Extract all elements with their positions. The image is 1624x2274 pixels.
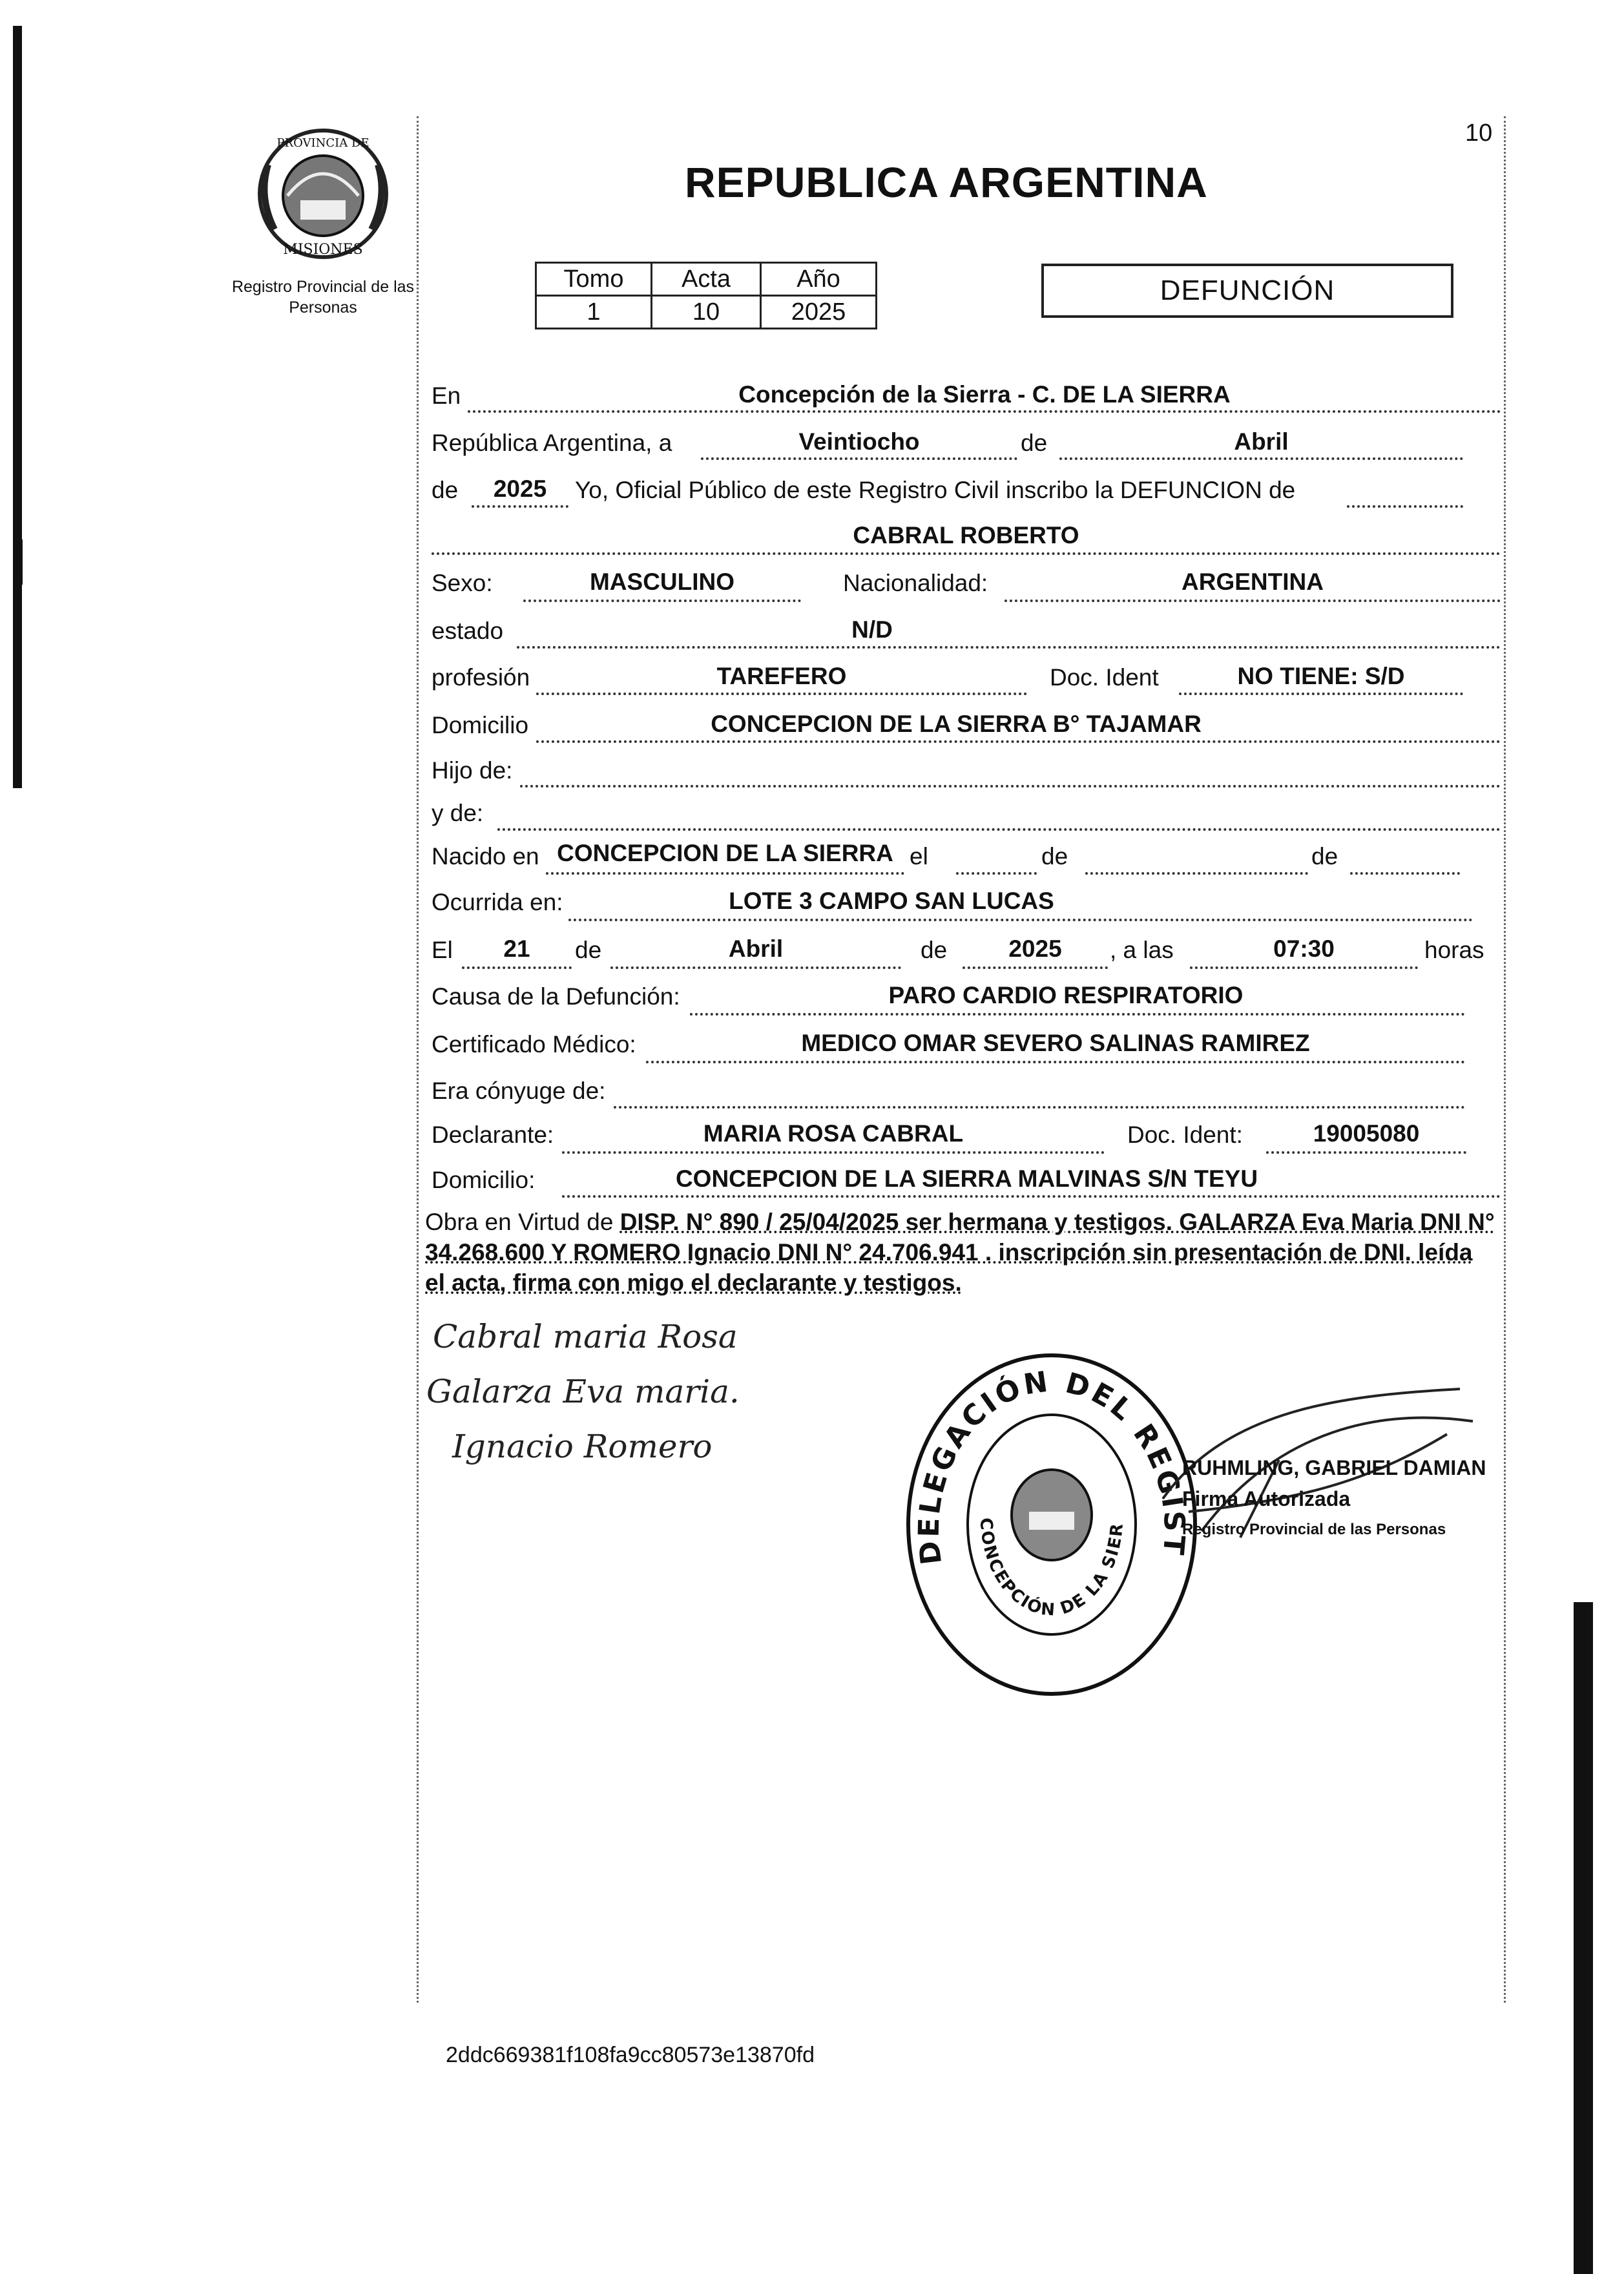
label-el: El [432, 937, 453, 963]
label-yo: Yo, Oficial Público de este Registro Civil inscribo la DEFUNCION de [575, 477, 1296, 503]
firma-role: Firma Autorizada [1182, 1487, 1351, 1510]
obra-paragraph [425, 1207, 1497, 1298]
obra-prefix: Obra en Virtud de [425, 1209, 614, 1235]
label-domicilio-2: Domicilio: [432, 1167, 536, 1193]
line-lugar [468, 410, 1501, 413]
label-nacionalidad: Nacionalidad: [843, 570, 988, 596]
book-header-tomo: Tomo [536, 263, 652, 296]
label-declarante: Declarante: [432, 1121, 554, 1148]
label-domicilio: Domicilio [432, 712, 529, 738]
line-yo [1347, 505, 1463, 508]
label-doc-ident: Doc. Ident [1050, 664, 1159, 691]
value-domicilio-2: CONCEPCION DE LA SIERRA MALVINAS S/N TEYU [675, 1165, 1258, 1192]
line-mes-def [610, 966, 901, 969]
value-ocurrida: LOTE 3 CAMPO SAN LUCAS [729, 888, 1054, 914]
value-doc: NO TIENE: S/D [1237, 663, 1405, 689]
label-ocurrida: Ocurrida en: [432, 889, 563, 915]
label-estado: estado [432, 618, 504, 644]
province-seal [255, 126, 391, 262]
stamp-outer-text: DELEGACIÓN DEL REGIST [912, 1364, 1191, 1567]
line-y-de [497, 828, 1501, 831]
line-anio-def [963, 966, 1108, 969]
label-causa: Causa de la Defunción: [432, 983, 680, 1010]
line-nombre [432, 552, 1501, 555]
label-el-de-2: de [921, 937, 948, 963]
signature-declarante: Cabral maria Rosa [433, 1318, 738, 1355]
value-anio: 2025 [493, 475, 547, 502]
book-value-acta: 10 [652, 296, 761, 329]
seal-bottom-text: MISIONES [283, 242, 363, 258]
value-nacionalidad: ARGENTINA [1182, 568, 1324, 595]
line-profesion [536, 693, 1027, 695]
line-dia-letras [701, 457, 1017, 460]
line-causa [690, 1013, 1465, 1016]
issuer-name: Registro Provincial de las Personas [231, 278, 415, 317]
value-mes-def: Abril [728, 935, 784, 962]
label-nacido-de-1: de [1041, 843, 1068, 870]
label-el-de-1: de [575, 937, 602, 963]
line-anio [472, 505, 568, 508]
line-hora [1190, 966, 1418, 969]
scan-edge-right [1574, 1602, 1593, 2274]
margin-line-right [1504, 116, 1506, 2003]
page-title: REPUBLICA ARGENTINA [685, 158, 1208, 206]
scan-edge-left [13, 26, 22, 788]
value-nacido-en: CONCEPCION DE LA SIERRA [557, 840, 893, 866]
line-certificado [646, 1061, 1465, 1063]
value-hora: 07:30 [1273, 935, 1335, 962]
line-ocurrida [568, 919, 1473, 921]
value-estado: N/D [851, 616, 893, 643]
firma-name: RUHMLING, GABRIEL DAMIAN [1182, 1456, 1486, 1479]
value-domicilio: CONCEPCION DE LA SIERRA B° TAJAMAR [711, 711, 1202, 737]
label-nacido-en: Nacido en [432, 843, 539, 870]
line-domicilio-2 [562, 1195, 1501, 1198]
book-header-anio: Año [761, 263, 877, 296]
signature-testigo-2: Ignacio Romero [452, 1428, 713, 1465]
margin-line-left [417, 116, 419, 2003]
line-nacido-anio [1350, 872, 1460, 875]
line-nacido-dia [956, 872, 1037, 875]
scan-mark-left [21, 539, 23, 585]
line-nacido-en [546, 872, 904, 875]
label-nacido-el: el [910, 843, 928, 870]
value-sexo: MASCULINO [589, 568, 735, 595]
seal-top-text: PROVINCIA DE [276, 136, 370, 150]
book-table [535, 262, 877, 329]
label-hijo-de: Hijo de: [432, 757, 513, 784]
book-value-anio: 2025 [761, 296, 877, 329]
firma-org: Registro Provincial de las Personas [1182, 1521, 1446, 1538]
line-mes [1059, 457, 1463, 460]
value-declarante-doc: 19005080 [1313, 1120, 1420, 1147]
value-nombre: CABRAL ROBERTO [853, 522, 1079, 548]
label-horas: horas [1424, 937, 1484, 963]
line-doc [1179, 693, 1463, 695]
line-declarante-doc [1266, 1151, 1466, 1154]
document-hash: 2ddc669381f108fa9cc80573e13870fd [446, 2043, 815, 2067]
value-causa: PARO CARDIO RESPIRATORIO [888, 982, 1244, 1008]
line-nacido-mes [1085, 872, 1308, 875]
label-de-1: de [1021, 430, 1048, 456]
value-anio-def: 2025 [1008, 935, 1062, 962]
line-conyuge [614, 1106, 1465, 1109]
label-doc-ident-2: Doc. Ident: [1127, 1121, 1243, 1148]
label-nacido-de-2: de [1311, 843, 1338, 870]
value-dia: 21 [503, 935, 530, 962]
value-profesion: TAREFERO [716, 663, 847, 689]
label-a-las: , a las [1110, 937, 1174, 963]
book-value-tomo: 1 [536, 296, 652, 329]
page-number: 10 [1465, 120, 1493, 147]
label-republica: República Argentina, a [432, 430, 672, 456]
label-y-de: y de: [432, 800, 484, 826]
line-dia [462, 966, 572, 969]
value-certificado: MEDICO OMAR SEVERO SALINAS RAMIREZ [801, 1030, 1310, 1056]
line-hijo-de [520, 785, 1501, 788]
label-conyuge: Era cónyuge de: [432, 1078, 606, 1104]
label-profesion: profesión [432, 664, 530, 691]
line-declarante [562, 1151, 1105, 1154]
label-de-2: de [432, 477, 459, 503]
line-sexo [523, 600, 801, 602]
label-certificado: Certificado Médico: [432, 1031, 636, 1058]
firma-block [1182, 1452, 1486, 1545]
value-lugar: Concepción de la Sierra - C. DE LA SIERRA [738, 381, 1231, 408]
record-type-box: DEFUNCIÓN [1041, 264, 1453, 318]
signature-testigo-1: Galarza Eva maria. [426, 1373, 740, 1410]
line-estado [517, 646, 1501, 649]
line-domicilio [536, 740, 1501, 743]
book-header-acta: Acta [652, 263, 761, 296]
label-en: En [432, 382, 461, 409]
value-mes: Abril [1234, 428, 1289, 455]
stamp-inner-text: CONCEPCIÓN DE LA SIER [975, 1517, 1128, 1620]
line-nacionalidad [1005, 600, 1501, 602]
value-dia-letras: Veintiocho [798, 428, 920, 455]
obra-text: DISP. N° 890 / 25/04/2025 ser hermana y testigos. GALARZA Eva Maria DNI N° 34.268.600 Y ROMERO Ignacio DNI N° 24.706.941 . inscripción sin presentación de DNI. leída el acta, firma con migo el declarante y testigos. [425, 1209, 1495, 1296]
value-declarante: MARIA ROSA CABRAL [703, 1120, 964, 1147]
label-sexo: Sexo: [432, 570, 493, 596]
